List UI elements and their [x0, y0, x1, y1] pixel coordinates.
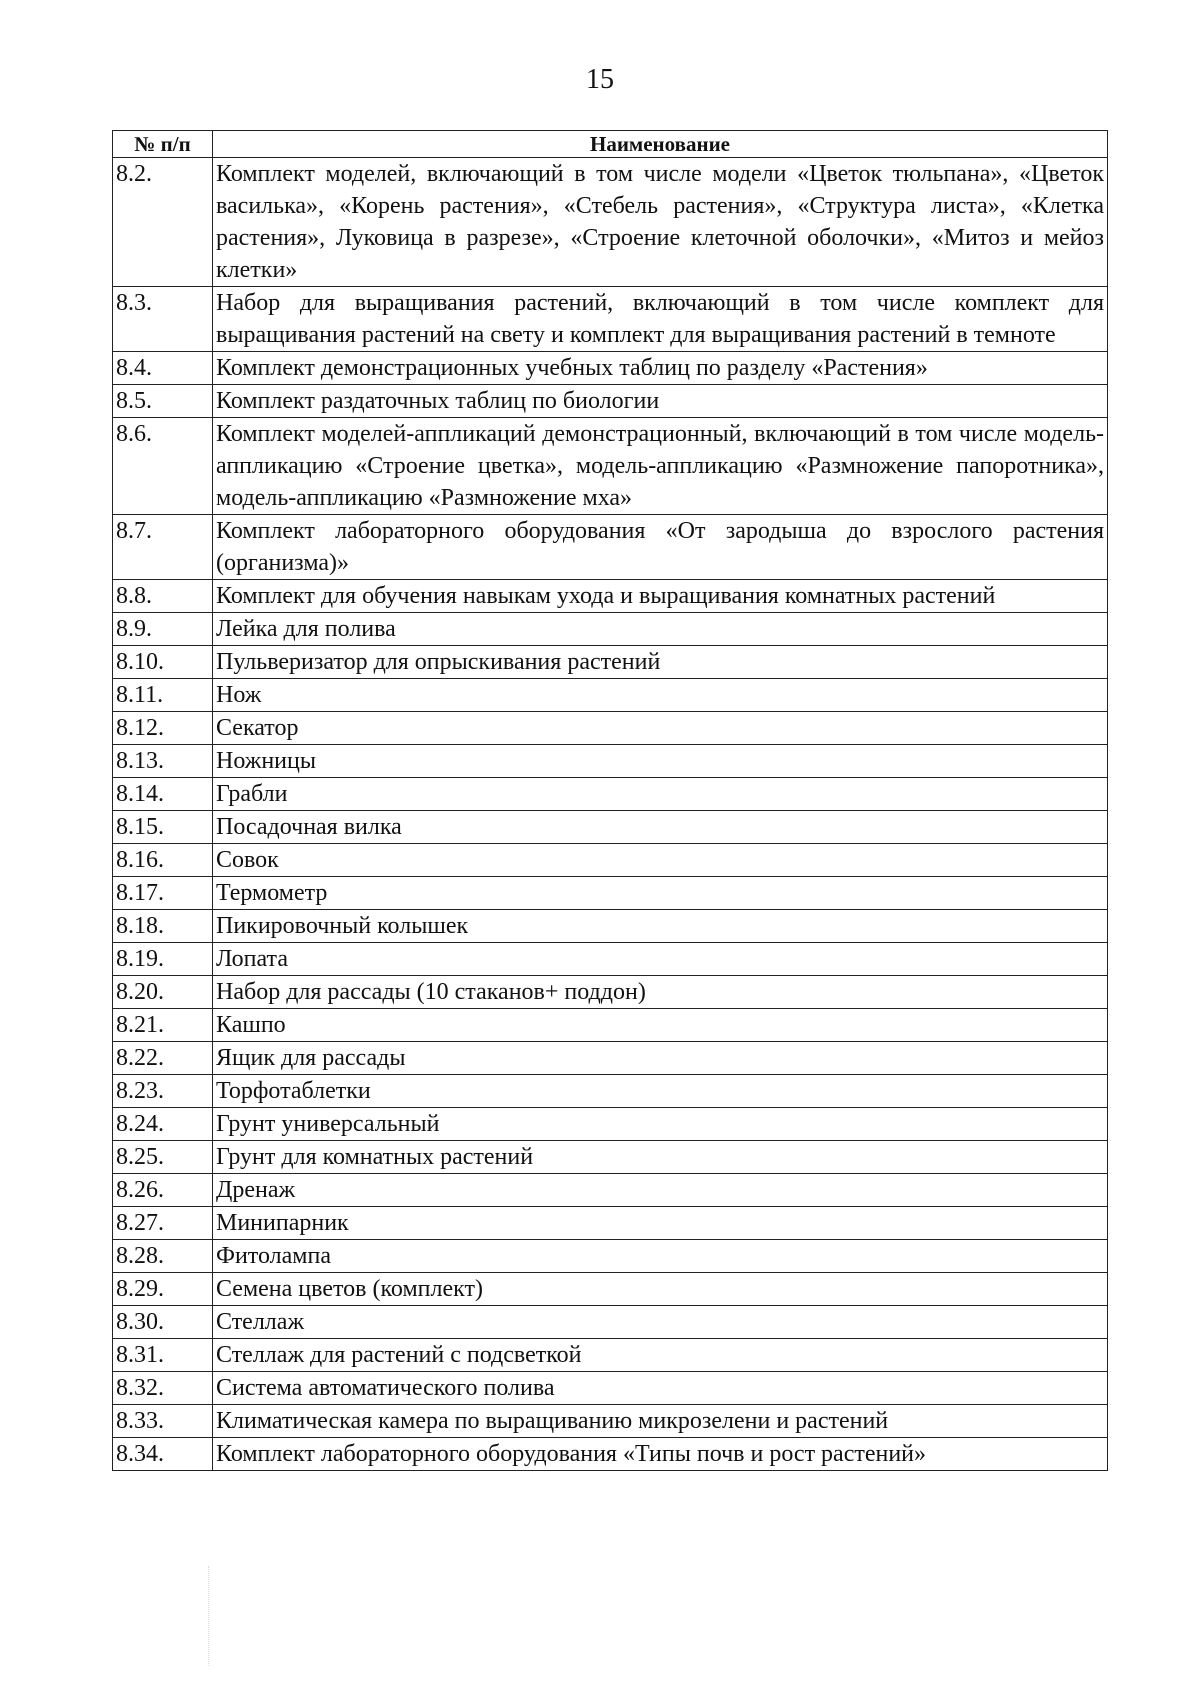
item-name: Фитолампа — [213, 1240, 1108, 1273]
item-number: 8.17. — [113, 877, 213, 910]
table-row — [113, 976, 1108, 1009]
item-name: Нож — [213, 679, 1108, 712]
item-name: Дренаж — [213, 1174, 1108, 1207]
table-row — [113, 1207, 1108, 1240]
table-row — [113, 712, 1108, 745]
item-number: 8.16. — [113, 844, 213, 877]
item-number: 8.29. — [113, 1273, 213, 1306]
table-row — [113, 745, 1108, 778]
item-number: 8.27. — [113, 1207, 213, 1240]
table-row — [113, 1339, 1108, 1372]
table-row — [113, 1075, 1108, 1108]
item-number: 8.25. — [113, 1141, 213, 1174]
item-name: Комплект раздаточных таблиц по биологии — [213, 385, 1108, 418]
item-name: Лейка для полива — [213, 613, 1108, 646]
table-row — [113, 1273, 1108, 1306]
equipment-table — [112, 130, 1108, 1471]
table-row — [113, 1042, 1108, 1075]
item-name: Комплект лабораторного оборудования «От зародыша до взрослого растения (организма)» — [213, 515, 1108, 580]
table-row — [113, 287, 1108, 352]
column-header-number: № п/п — [113, 131, 213, 158]
item-number: 8.21. — [113, 1009, 213, 1042]
item-name: Комплект лабораторного оборудования «Типы почв и рост растений» — [213, 1438, 1108, 1471]
page-number: 15 — [586, 64, 614, 95]
table-row — [113, 1405, 1108, 1438]
scan-artifact — [208, 1566, 509, 1666]
table-row — [113, 778, 1108, 811]
item-number: 8.31. — [113, 1339, 213, 1372]
item-name: Комплект моделей-аппликаций демонстрационный, включающий в том числе модель-аппликацию «Строение цветка», модель-аппликацию «Размножение папоротника», модель-аппликацию «Размножение мха» — [213, 418, 1108, 515]
table-row — [113, 844, 1108, 877]
item-name: Минипарник — [213, 1207, 1108, 1240]
item-name: Система автоматического полива — [213, 1372, 1108, 1405]
table-row — [113, 1240, 1108, 1273]
item-number: 8.22. — [113, 1042, 213, 1075]
item-number: 8.24. — [113, 1108, 213, 1141]
item-name: Комплект моделей, включающий в том числе модели «Цветок тюльпана», «Цветок василька», «Корень растения», «Стебель растения», «Структура листа», «Клетка растения», Луковица в разрезе», «Строение клеточной оболочки», «Митоз и мейоз клетки» — [213, 158, 1108, 287]
item-number: 8.5. — [113, 385, 213, 418]
item-name: Грабли — [213, 778, 1108, 811]
item-number: 8.32. — [113, 1372, 213, 1405]
item-number: 8.26. — [113, 1174, 213, 1207]
item-name: Посадочная вилка — [213, 811, 1108, 844]
item-name: Ящик для рассады — [213, 1042, 1108, 1075]
table-row — [113, 580, 1108, 613]
table-row — [113, 679, 1108, 712]
table-row — [113, 1306, 1108, 1339]
item-number: 8.33. — [113, 1405, 213, 1438]
table-row — [113, 158, 1108, 287]
item-name: Лопата — [213, 943, 1108, 976]
item-number: 8.12. — [113, 712, 213, 745]
item-name: Климатическая камера по выращиванию микрозелени и растений — [213, 1405, 1108, 1438]
item-name: Термометр — [213, 877, 1108, 910]
table-row — [113, 877, 1108, 910]
item-name: Ножницы — [213, 745, 1108, 778]
table-row — [113, 613, 1108, 646]
item-name: Совок — [213, 844, 1108, 877]
table-row — [113, 1438, 1108, 1471]
table-row — [113, 1372, 1108, 1405]
item-name: Кашпо — [213, 1009, 1108, 1042]
table-row — [113, 646, 1108, 679]
item-number: 8.14. — [113, 778, 213, 811]
item-number: 8.6. — [113, 418, 213, 515]
item-name: Пульверизатор для опрыскивания растений — [213, 646, 1108, 679]
item-name: Стеллаж для растений с подсветкой — [213, 1339, 1108, 1372]
item-number: 8.7. — [113, 515, 213, 580]
item-number: 8.8. — [113, 580, 213, 613]
item-name: Набор для рассады (10 стаканов+ поддон) — [213, 976, 1108, 1009]
item-name: Семена цветов (комплект) — [213, 1273, 1108, 1306]
item-number: 8.19. — [113, 943, 213, 976]
table-row — [113, 385, 1108, 418]
table-row — [113, 910, 1108, 943]
table-row — [113, 352, 1108, 385]
item-number: 8.13. — [113, 745, 213, 778]
table-header-row — [113, 131, 1108, 158]
item-name: Грунт для комнатных растений — [213, 1141, 1108, 1174]
table-row — [113, 1174, 1108, 1207]
item-number: 8.30. — [113, 1306, 213, 1339]
table-row — [113, 418, 1108, 515]
item-number: 8.9. — [113, 613, 213, 646]
item-number: 8.15. — [113, 811, 213, 844]
item-number: 8.28. — [113, 1240, 213, 1273]
item-name: Грунт универсальный — [213, 1108, 1108, 1141]
table-row — [113, 943, 1108, 976]
item-number: 8.2. — [113, 158, 213, 287]
item-number: 8.18. — [113, 910, 213, 943]
item-name: Секатор — [213, 712, 1108, 745]
table-body — [113, 158, 1108, 1471]
table-row — [113, 1009, 1108, 1042]
item-name: Набор для выращивания растений, включающий в том числе комплект для выращивания растений на свету и комплект для выращивания растений в темноте — [213, 287, 1108, 352]
item-number: 8.4. — [113, 352, 213, 385]
item-name: Пикировочный колышек — [213, 910, 1108, 943]
item-number: 8.23. — [113, 1075, 213, 1108]
item-name: Стеллаж — [213, 1306, 1108, 1339]
table-row — [113, 811, 1108, 844]
table-row — [113, 1141, 1108, 1174]
item-number: 8.20. — [113, 976, 213, 1009]
table-row — [113, 1108, 1108, 1141]
item-number: 8.10. — [113, 646, 213, 679]
item-number: 8.3. — [113, 287, 213, 352]
column-header-name: Наименование — [213, 131, 1108, 158]
item-number: 8.34. — [113, 1438, 213, 1471]
item-name: Комплект для обучения навыкам ухода и выращивания комнатных растений — [213, 580, 1108, 613]
item-number: 8.11. — [113, 679, 213, 712]
item-name: Торфотаблетки — [213, 1075, 1108, 1108]
table-row — [113, 515, 1108, 580]
item-name: Комплект демонстрационных учебных таблиц по разделу «Растения» — [213, 352, 1108, 385]
